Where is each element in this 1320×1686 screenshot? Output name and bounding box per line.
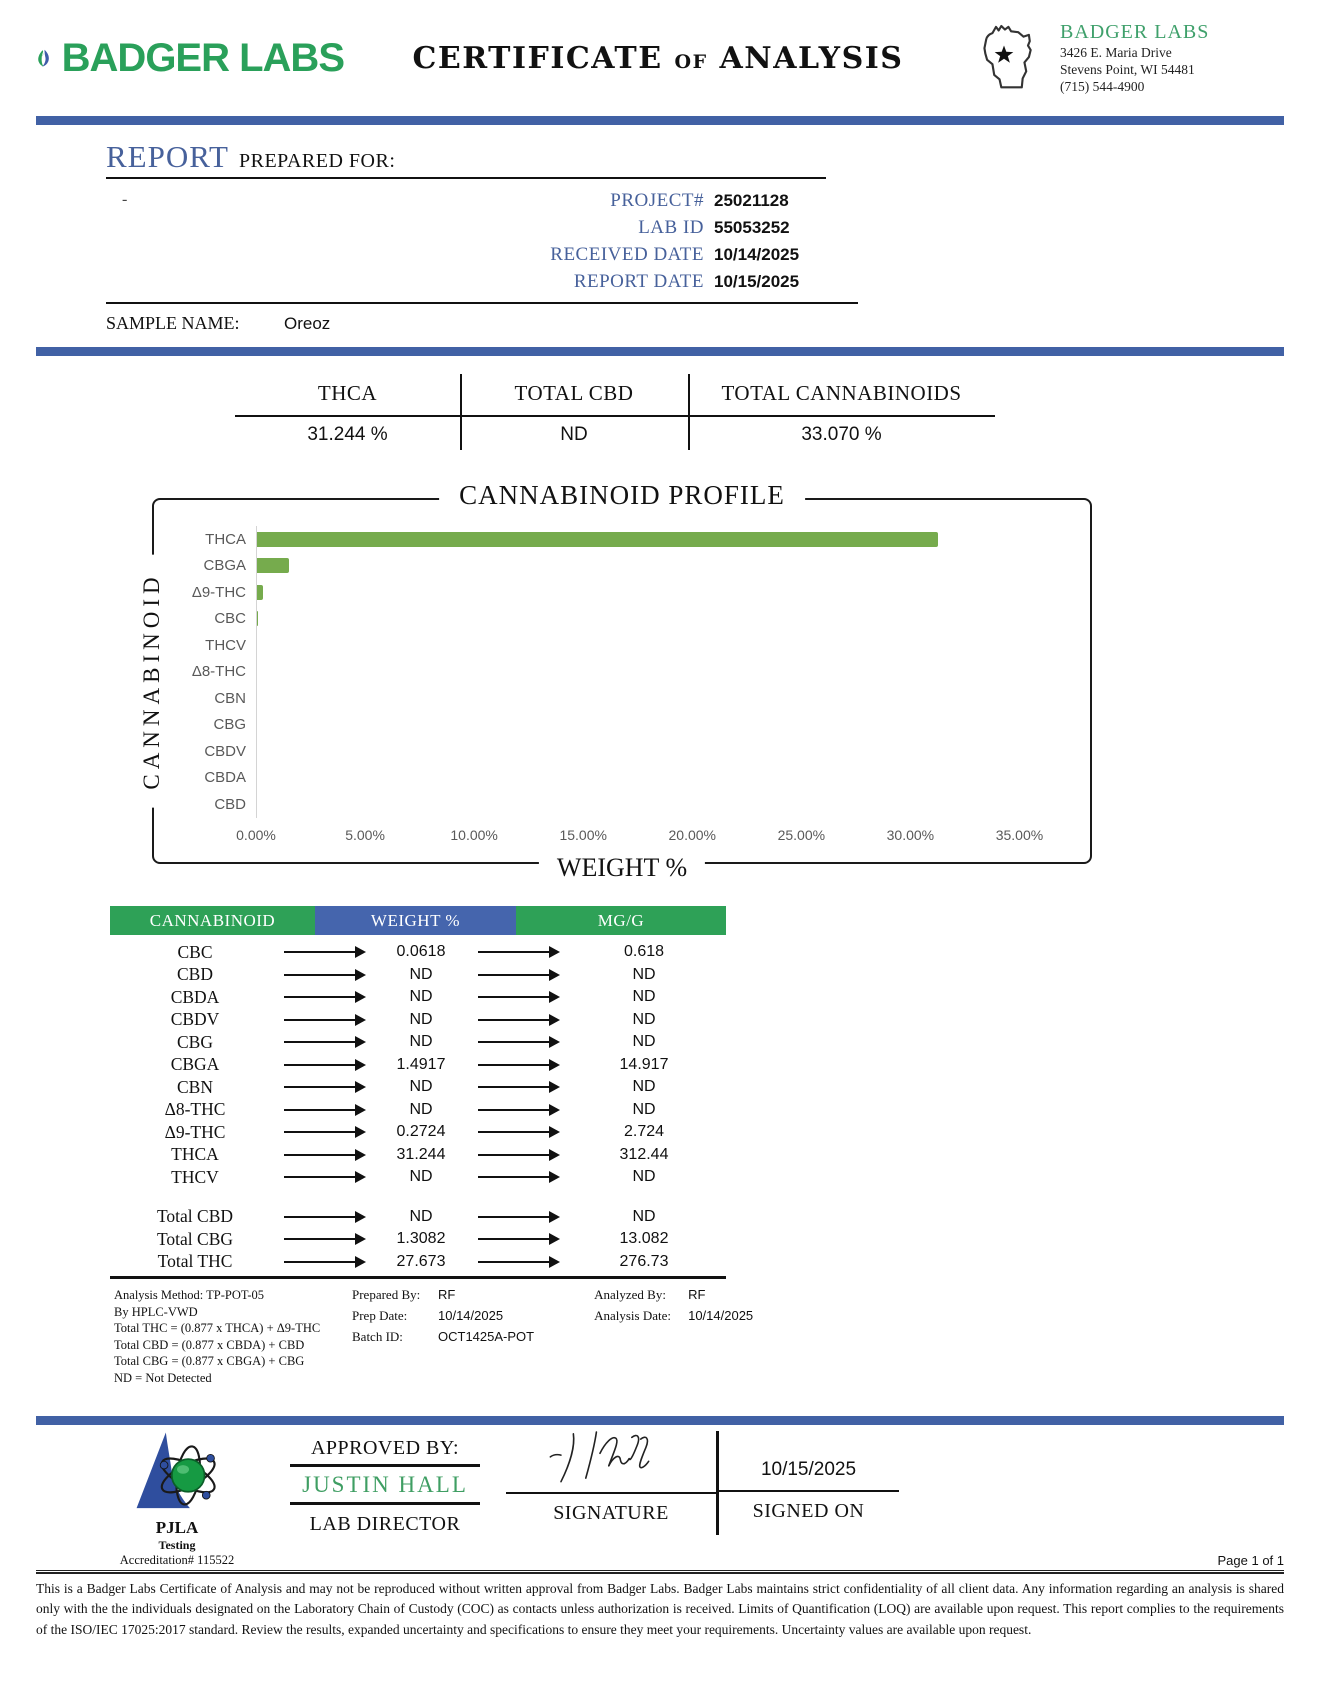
chart-x-tick: 10.00%: [450, 826, 498, 843]
weight-percent-value: 31.244: [396, 1145, 446, 1163]
results-table-body: [110, 941, 726, 1189]
potency-summary: [235, 374, 995, 452]
prepared-for-label: PREPARED FOR:: [239, 150, 396, 172]
analysis-notes-col: [594, 1287, 753, 1386]
arrow-icon: [478, 996, 558, 998]
report-field-value: 55053252: [714, 218, 790, 237]
table-row: [110, 1166, 726, 1189]
weight-percent-value: 0.0618: [396, 943, 446, 961]
cannabinoid-name: Δ9-THC: [164, 1121, 226, 1142]
chart-bar-row: [257, 791, 1074, 818]
chart-plot-area: [256, 526, 1074, 818]
prep-date-value: 10/14/2025: [438, 1308, 504, 1323]
table-row: [110, 1251, 726, 1274]
divider-bar-bottom: [36, 1416, 1284, 1425]
arrow-icon: [478, 974, 558, 976]
report-title-row: [106, 139, 826, 179]
report-section-rule: [106, 302, 858, 304]
arrow-icon: [284, 1261, 364, 1263]
divider-bar-top: [36, 116, 1284, 125]
report-field-label: LAB ID: [638, 217, 704, 238]
prepared-by-label: Prepared By:: [352, 1287, 421, 1302]
report-field-label: PROJECT#: [610, 190, 704, 211]
client-name-placeholder: -: [122, 191, 128, 208]
table-row: [110, 964, 726, 987]
weight-percent-value: ND: [409, 965, 433, 983]
cannabinoid-name: CBN: [177, 1076, 213, 1097]
arrow-icon: [478, 1154, 558, 1156]
chart-bar-row: [257, 579, 1074, 606]
pjla-accreditation-block: [92, 1429, 262, 1568]
chart-category-label: THCV: [205, 636, 246, 654]
signature-block: [506, 1425, 716, 1535]
method-note-line: By HPLC-VWD: [114, 1304, 198, 1319]
accreditation-number: Accreditation# 115522: [119, 1553, 235, 1567]
mg-g-value: ND: [632, 1078, 656, 1096]
brand-wordmark: BADGER LABS: [61, 35, 344, 80]
cannabinoid-name: Total THC: [157, 1251, 233, 1272]
mg-g-value: ND: [632, 1207, 656, 1225]
chart-bar: [257, 532, 938, 547]
chart-category-label: Δ9-THC: [191, 583, 246, 601]
arrow-icon: [478, 1019, 558, 1021]
signed-on-block: [719, 1425, 899, 1535]
weight-percent-value: ND: [409, 1168, 433, 1186]
title-part-of: of: [674, 43, 708, 75]
analyzed-by-value: RF: [688, 1287, 706, 1302]
cannabinoid-name: CBGA: [170, 1054, 220, 1075]
pjla-logo-icon: [118, 1429, 236, 1515]
report-field-value: 25021128: [714, 191, 789, 210]
mg-g-value: ND: [632, 1033, 656, 1051]
method-note-line: Total THC = (0.877 x THCA) + Δ9-THC: [114, 1321, 321, 1335]
brand-block: [36, 27, 344, 89]
summary-divider-1: [460, 374, 462, 450]
prep-date-label: Prep Date:: [352, 1308, 408, 1323]
table-row: [110, 1206, 726, 1229]
batch-id-value: OCT1425A-POT: [438, 1329, 535, 1344]
chart-bar-row: [257, 632, 1074, 659]
method-note-line: Total CBG = (0.877 x CBGA) + CBG: [114, 1354, 305, 1368]
chart-category-label: CBD: [214, 795, 246, 813]
chart-body: [164, 526, 1074, 818]
cannabinoid-name: CBDV: [170, 1009, 220, 1030]
mg-g-value: 312.44: [619, 1145, 669, 1163]
lab-name: BADGER LABS: [1060, 21, 1210, 44]
table-row: [110, 1144, 726, 1167]
arrow-icon: [284, 1041, 364, 1043]
lab-address-line2: Stevens Point, WI 54481: [1060, 62, 1195, 78]
arrow-icon: [478, 1261, 558, 1263]
summary-column-value: 33.070 %: [801, 424, 882, 445]
weight-percent-value: ND: [409, 1207, 433, 1225]
table-row: [110, 1054, 726, 1077]
analysis-date-value: 10/14/2025: [688, 1308, 754, 1323]
mg-g-value: 14.917: [619, 1055, 669, 1073]
sample-name-row: [106, 313, 826, 334]
sample-name-label: SAMPLE NAME:: [106, 313, 240, 333]
title-part-2: ANALYSIS: [719, 40, 904, 76]
lab-address-line1: 3426 E. Maria Drive: [1060, 45, 1172, 61]
table-row: [110, 1076, 726, 1099]
method-note-line: Analysis Method: TP-POT-05: [114, 1288, 265, 1302]
chart-bar-row: [257, 738, 1074, 765]
results-table-totals: [110, 1206, 726, 1280]
page-number: Page 1 of 1: [1217, 1553, 1284, 1568]
method-note-line: Total CBD = (0.877 x CBDA) + CBD: [114, 1337, 305, 1352]
weight-percent-value: 27.673: [396, 1252, 446, 1270]
approved-by-label: APPROVED BY:: [290, 1437, 480, 1467]
chart-category-label: CBGA: [203, 557, 246, 575]
cannabinoid-name: Δ8-THC: [164, 1099, 226, 1120]
mg-g-value: 0.618: [623, 943, 665, 961]
results-table-header: [110, 906, 726, 935]
arrow-icon: [478, 1064, 558, 1066]
chart-x-axis-ticks: [236, 826, 1074, 847]
cannabinoid-name: CBG: [177, 1031, 213, 1052]
batch-id-label: Batch ID:: [352, 1329, 403, 1344]
report-word: REPORT: [106, 139, 229, 174]
chart-category-labels: [164, 526, 256, 818]
lab-address-text: [1060, 20, 1209, 96]
analysis-date-label: Analysis Date:: [594, 1308, 671, 1323]
lab-address-badge: [972, 17, 1284, 99]
chart-category-label: CBDV: [204, 742, 246, 760]
summary-column-label: TOTAL CBD: [514, 381, 634, 405]
document-title: [344, 41, 972, 76]
mg-g-value: 2.724: [623, 1123, 665, 1141]
mg-g-value: ND: [632, 1168, 656, 1186]
chart-x-tick: 0.00%: [236, 826, 276, 843]
signed-on-date: 10/15/2025: [760, 1459, 857, 1480]
arrow-icon: [284, 1131, 364, 1133]
arrow-icon: [284, 1064, 364, 1066]
method-notes: [114, 1287, 326, 1386]
cannabinoid-name: CBC: [177, 941, 213, 962]
chart-bar-row: [257, 765, 1074, 792]
analyzed-by-label: Analyzed By:: [594, 1287, 666, 1302]
mg-g-value: ND: [632, 1010, 656, 1028]
chart-x-tick: 25.00%: [777, 826, 826, 843]
signature-label: SIGNATURE: [553, 1502, 669, 1524]
chart-bar-row: [257, 659, 1074, 686]
arrow-icon: [284, 1238, 364, 1240]
arrow-icon: [284, 1086, 364, 1088]
wisconsin-state-icon: [972, 17, 1052, 99]
chart-bar: [257, 611, 258, 626]
chart-bar: [257, 558, 289, 573]
summary-column-label: THCA: [317, 381, 378, 405]
summary-divider-2: [688, 374, 690, 450]
chart-bar-row: [257, 712, 1074, 739]
mg-g-value: ND: [632, 988, 656, 1006]
approved-by-block: [290, 1437, 480, 1536]
method-note-line: ND = Not Detected: [114, 1370, 212, 1385]
weight-percent-value: 0.2724: [396, 1123, 446, 1141]
arrow-icon: [284, 1176, 364, 1178]
lab-phone: (715) 544-4900: [1060, 78, 1145, 94]
chart-category-label: CBN: [214, 689, 246, 707]
chart-bar-row: [257, 526, 1074, 553]
arrow-icon: [478, 1238, 558, 1240]
table-row: [110, 1031, 726, 1054]
header-weight-percent: WEIGHT %: [315, 906, 516, 935]
arrow-icon: [284, 951, 364, 953]
analysis-notes: [114, 1287, 1284, 1386]
cannabinoid-name: THCV: [171, 1166, 219, 1187]
report-field-row: [106, 271, 826, 293]
signature-area: [506, 1425, 899, 1535]
results-table: [110, 906, 726, 1279]
arrow-icon: [284, 974, 364, 976]
divider-bar-middle: [36, 347, 1284, 356]
title-part-1: CERTIFICATE: [412, 40, 663, 76]
mg-g-value: 13.082: [619, 1230, 669, 1248]
summary-column-value: ND: [560, 424, 588, 445]
chart-bar-row: [257, 606, 1074, 633]
signature-handwriting: [522, 1425, 699, 1487]
cannabinoid-name: CBD: [177, 964, 213, 985]
table-row: [110, 1099, 726, 1122]
chart-x-tick: 20.00%: [668, 826, 717, 843]
chart-category-label: CBC: [214, 610, 246, 628]
summary-horizontal-rule: [235, 415, 995, 417]
cannabinoid-profile-chart: [139, 480, 1092, 882]
chart-x-axis-label: WEIGHT %: [539, 853, 705, 883]
signed-on-label: SIGNED ON: [752, 1500, 865, 1522]
arrow-icon: [478, 1041, 558, 1043]
table-row: [110, 1121, 726, 1144]
cannabinoid-name: Total CBG: [156, 1228, 234, 1249]
arrow-icon: [478, 1131, 558, 1133]
arrow-icon: [284, 1019, 364, 1021]
pjla-org: PJLA: [155, 1518, 199, 1537]
chart-category-label: CBG: [213, 716, 246, 734]
header-cannabinoid: CANNABINOID: [110, 906, 315, 935]
table-row: [110, 1009, 726, 1032]
arrow-icon: [478, 1086, 558, 1088]
weight-percent-value: ND: [409, 1033, 433, 1051]
approver-title: LAB DIRECTOR: [309, 1513, 461, 1535]
table-row: [110, 986, 726, 1009]
cannabinoid-name: THCA: [171, 1144, 219, 1165]
report-fields: [106, 179, 826, 302]
weight-percent-value: ND: [409, 988, 433, 1006]
arrow-icon: [284, 1216, 364, 1218]
chart-bar-row: [257, 685, 1074, 712]
mg-g-value: ND: [632, 1100, 656, 1118]
report-info-section: [106, 139, 826, 334]
arrow-icon: [478, 951, 558, 953]
report-field-row: [106, 217, 826, 239]
summary-column-value: 31.244 %: [307, 424, 388, 445]
prep-notes: [352, 1287, 534, 1386]
chart-x-tick: 5.00%: [345, 826, 385, 843]
chart-bar-row: [257, 553, 1074, 580]
arrow-icon: [478, 1216, 558, 1218]
header-mg-g: MG/G: [516, 906, 726, 935]
chart-x-tick: 30.00%: [886, 826, 935, 843]
weight-percent-value: ND: [409, 1100, 433, 1118]
weight-percent-value: 1.4917: [396, 1055, 446, 1073]
arrow-icon: [478, 1176, 558, 1178]
chart-title: CANNABINOID PROFILE: [439, 480, 805, 511]
arrow-icon: [284, 1154, 364, 1156]
table-row: [110, 941, 726, 964]
weight-percent-value: ND: [409, 1010, 433, 1028]
chart-category-label: CBDA: [204, 769, 246, 787]
page-header: [36, 0, 1284, 116]
prepared-by-value: RF: [438, 1287, 456, 1302]
report-field-row: [106, 244, 826, 266]
chart-bar: [257, 585, 263, 600]
pjla-testing-label: Testing: [158, 1538, 196, 1552]
badger-labs-leaf-icon: [36, 27, 52, 89]
mg-g-value: 276.73: [619, 1252, 669, 1270]
approver-name: JUSTIN HALL: [290, 1467, 480, 1505]
arrow-icon: [478, 1109, 558, 1111]
arrow-icon: [284, 1109, 364, 1111]
weight-percent-value: ND: [409, 1078, 433, 1096]
cannabinoid-name: CBDA: [170, 986, 220, 1007]
report-field-label: REPORT DATE: [573, 271, 704, 292]
report-field-value: 10/14/2025: [714, 245, 800, 264]
report-field-label: RECEIVED DATE: [550, 244, 704, 265]
table-row: [110, 1228, 726, 1251]
chart-x-tick: 15.00%: [559, 826, 607, 843]
summary-column-label: TOTAL CANNABINOIDS: [721, 381, 962, 405]
chart-category-label: THCA: [205, 530, 246, 548]
weight-percent-value: 1.3082: [396, 1230, 446, 1248]
chart-y-axis-label: CANNABINOID: [136, 554, 168, 807]
arrow-icon: [284, 996, 364, 998]
disclaimer-text: This is a Badger Labs Certificate of Analysis and may not be reproduced without written approval from Badger Labs. Badger Labs maintains strict confidentiality of all client data. Any information regarding an analysis is shared only with the the individuals designated on the Laboratory Chain of Custody (COC) as contacts unless authorization is received. Limits of Quantification (LOQ) are available upon request. This report complies to the requirements of the ISO/IEC 17025:2017 standard. Review the results, expanded uncertainty and specifications to ensure they meet your requirements. Uncertainty values are available upon request.: [36, 1581, 1284, 1637]
sample-name-value: Oreoz: [284, 314, 331, 333]
mg-g-value: ND: [632, 965, 656, 983]
report-field-value: 10/15/2025: [714, 272, 800, 291]
chart-category-label: Δ8-THC: [191, 663, 246, 681]
cannabinoid-name: Total CBD: [156, 1206, 234, 1227]
chart-x-tick: 35.00%: [995, 826, 1044, 843]
bottom-double-rule: [36, 1570, 1284, 1574]
report-field-row: [106, 190, 826, 212]
